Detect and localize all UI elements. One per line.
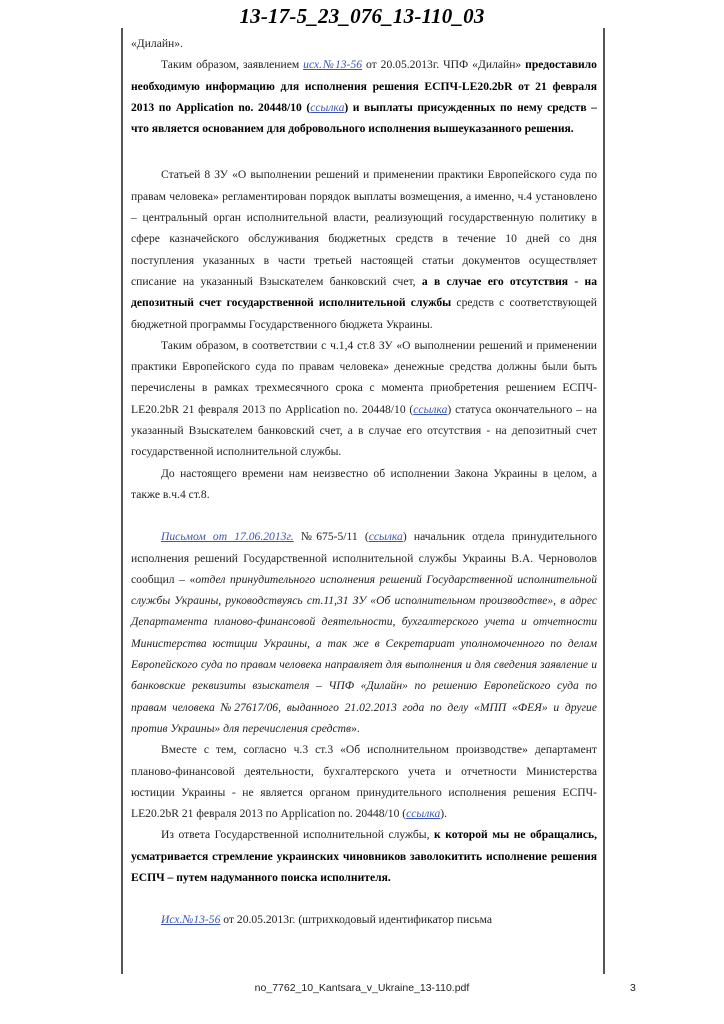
paragraph	[131, 824, 597, 888]
page-frame-right-line	[603, 28, 605, 974]
paragraph	[131, 909, 597, 930]
paragraph	[131, 164, 597, 334]
paragraph-spacer	[131, 888, 597, 909]
text-run: от 20.05.2013г. (штрихкодовый идентификатор письма	[220, 913, 493, 927]
bold-text: предоставило необходимую информацию для исполнения решения ЕСПЧ-LE20.2bR от 21 февраля 2013 по Application no. 20448/10 (	[131, 58, 597, 114]
reference-link[interactable]: ссылка	[406, 807, 441, 821]
bold-text: а в случае его отсутствия - на депозитный счет государственной исполнительной службы	[131, 274, 597, 310]
text-run: от 20.05.2013г. ЧПФ «Дилайн»	[362, 58, 526, 72]
text-run: Из ответа Государственной исполнительной службы,	[161, 828, 435, 842]
text-run: До настоящего времени нам неизвестно об исполнении Закона Украины в целом, а также в.ч.4 ст.8.	[131, 466, 597, 501]
reference-link[interactable]: ссылка	[310, 100, 345, 114]
text-run: Статьей 8 ЗУ «О выполнении решений и применении практики Европейского суда по правам человека» регламентирован порядок выплаты возмещения, а именно, ч.4 установлено – центральный орган исполнительной власти, реализующий государственную политику в сфере казначейского обслуживания бюджетных средств в течение 10 дней со дня поступления указанных в части третьей настоящей статьи документов осуществляет списание на указанный Взыскателем банковский счет,	[131, 168, 597, 288]
paragraph-spacer	[131, 139, 597, 164]
letter-link[interactable]: исх.№13-56	[303, 58, 363, 72]
text-run: Таким образом, заявлением	[161, 58, 304, 72]
text-run: Таким образом, в соответствии с ч.1,4 ст.8 ЗУ «О выполнении решений и применении практики Европейского суда по правам человека» денежные средства должны были быть перечислены в рамках трехмесячного срока с момента приобретения решением ЕСПЧ-LE20.2bR 21 февраля 2013 по Application no. 20448/10 (	[131, 338, 597, 416]
text-run: ) начальник отдела принудительного исполнения решений Государственной исполнительной службы Украины В.А. Черноволов сообщил – «	[131, 530, 597, 586]
quoted-text: отдел принудительного исполнения решений Государственной исполнительной службы Украины, руководствуясь ст.11,31 ЗУ «Об исполнительном производстве», в адрес Департамента планово-финансовой деятельности, бухгалтерского учета и отчетности Министерства юстиции Украины, а так же в Секретариат уполномоченного по делам Европейского суда по правам человека направляет для выполнения и для сведения заявление и банковские реквизиты взыскателя – ЧПФ «Дилайн» по решению Европейского суда по правам человека №27617/06, выданного 21.02.2013 года по делу «МПП «ФЕЯ» и другие против Украины» для перечисления средств	[131, 572, 597, 735]
paragraph	[131, 739, 597, 824]
text-run: №675-5/11 (	[293, 530, 369, 544]
text-run: ).	[440, 807, 448, 821]
reference-link[interactable]: ссылка	[413, 402, 448, 416]
letter-link[interactable]: Письмом от 17.06.2013г.	[161, 530, 294, 544]
paragraph	[131, 33, 597, 54]
bold-text: ) и выплаты присужденных по нему средств – что является основанием для добровольного исполнения вышеуказанного решения.	[131, 100, 597, 136]
page-frame-left-line	[121, 28, 123, 974]
text-run: «Дилайн».	[131, 37, 183, 50]
letter-link[interactable]: Исх.№13-56	[161, 913, 221, 927]
document-body	[131, 33, 597, 931]
paragraph-spacer	[131, 505, 597, 526]
paragraph	[131, 335, 597, 463]
text-run: средств с соответствующей бюджетной программы Государственного бюджета Украины.	[131, 296, 597, 331]
paragraph	[131, 463, 597, 506]
text-run: Вместе с тем, согласно ч.3 ст.3 «Об исполнительном производстве» департамент планово-финансовой деятельности, бухгалтерского учета и отчетности Министерства юстиции Украины - не является органом принудительного исполнения решения ЕСПЧ-LE20.2bR 21 февраля 2013 по Application no. 20448/10 (	[131, 743, 597, 821]
footer-filename: no_7762_10_Kantsara_v_Ukraine_13-110.pdf	[254, 982, 470, 994]
bold-text: к которой мы не обращались, усматривается стремление украинских чиновников заволокитить исполнение решения ЕСПЧ – путем надуманного поиска исполнителя.	[131, 828, 597, 884]
paragraph	[131, 526, 597, 739]
text-run: ».	[351, 721, 360, 735]
page-number: 3	[630, 982, 636, 994]
paragraph	[131, 54, 597, 139]
document-header-title: 13-17-5_23_076_13-110_03	[239, 4, 485, 28]
reference-link[interactable]: ссылка	[368, 530, 403, 544]
text-run: ) статуса окончательного – на указанный Взыскателем банковский счет, а в случае его отсутствия - на депозитный счет государственной исполнительной службы.	[131, 402, 598, 459]
